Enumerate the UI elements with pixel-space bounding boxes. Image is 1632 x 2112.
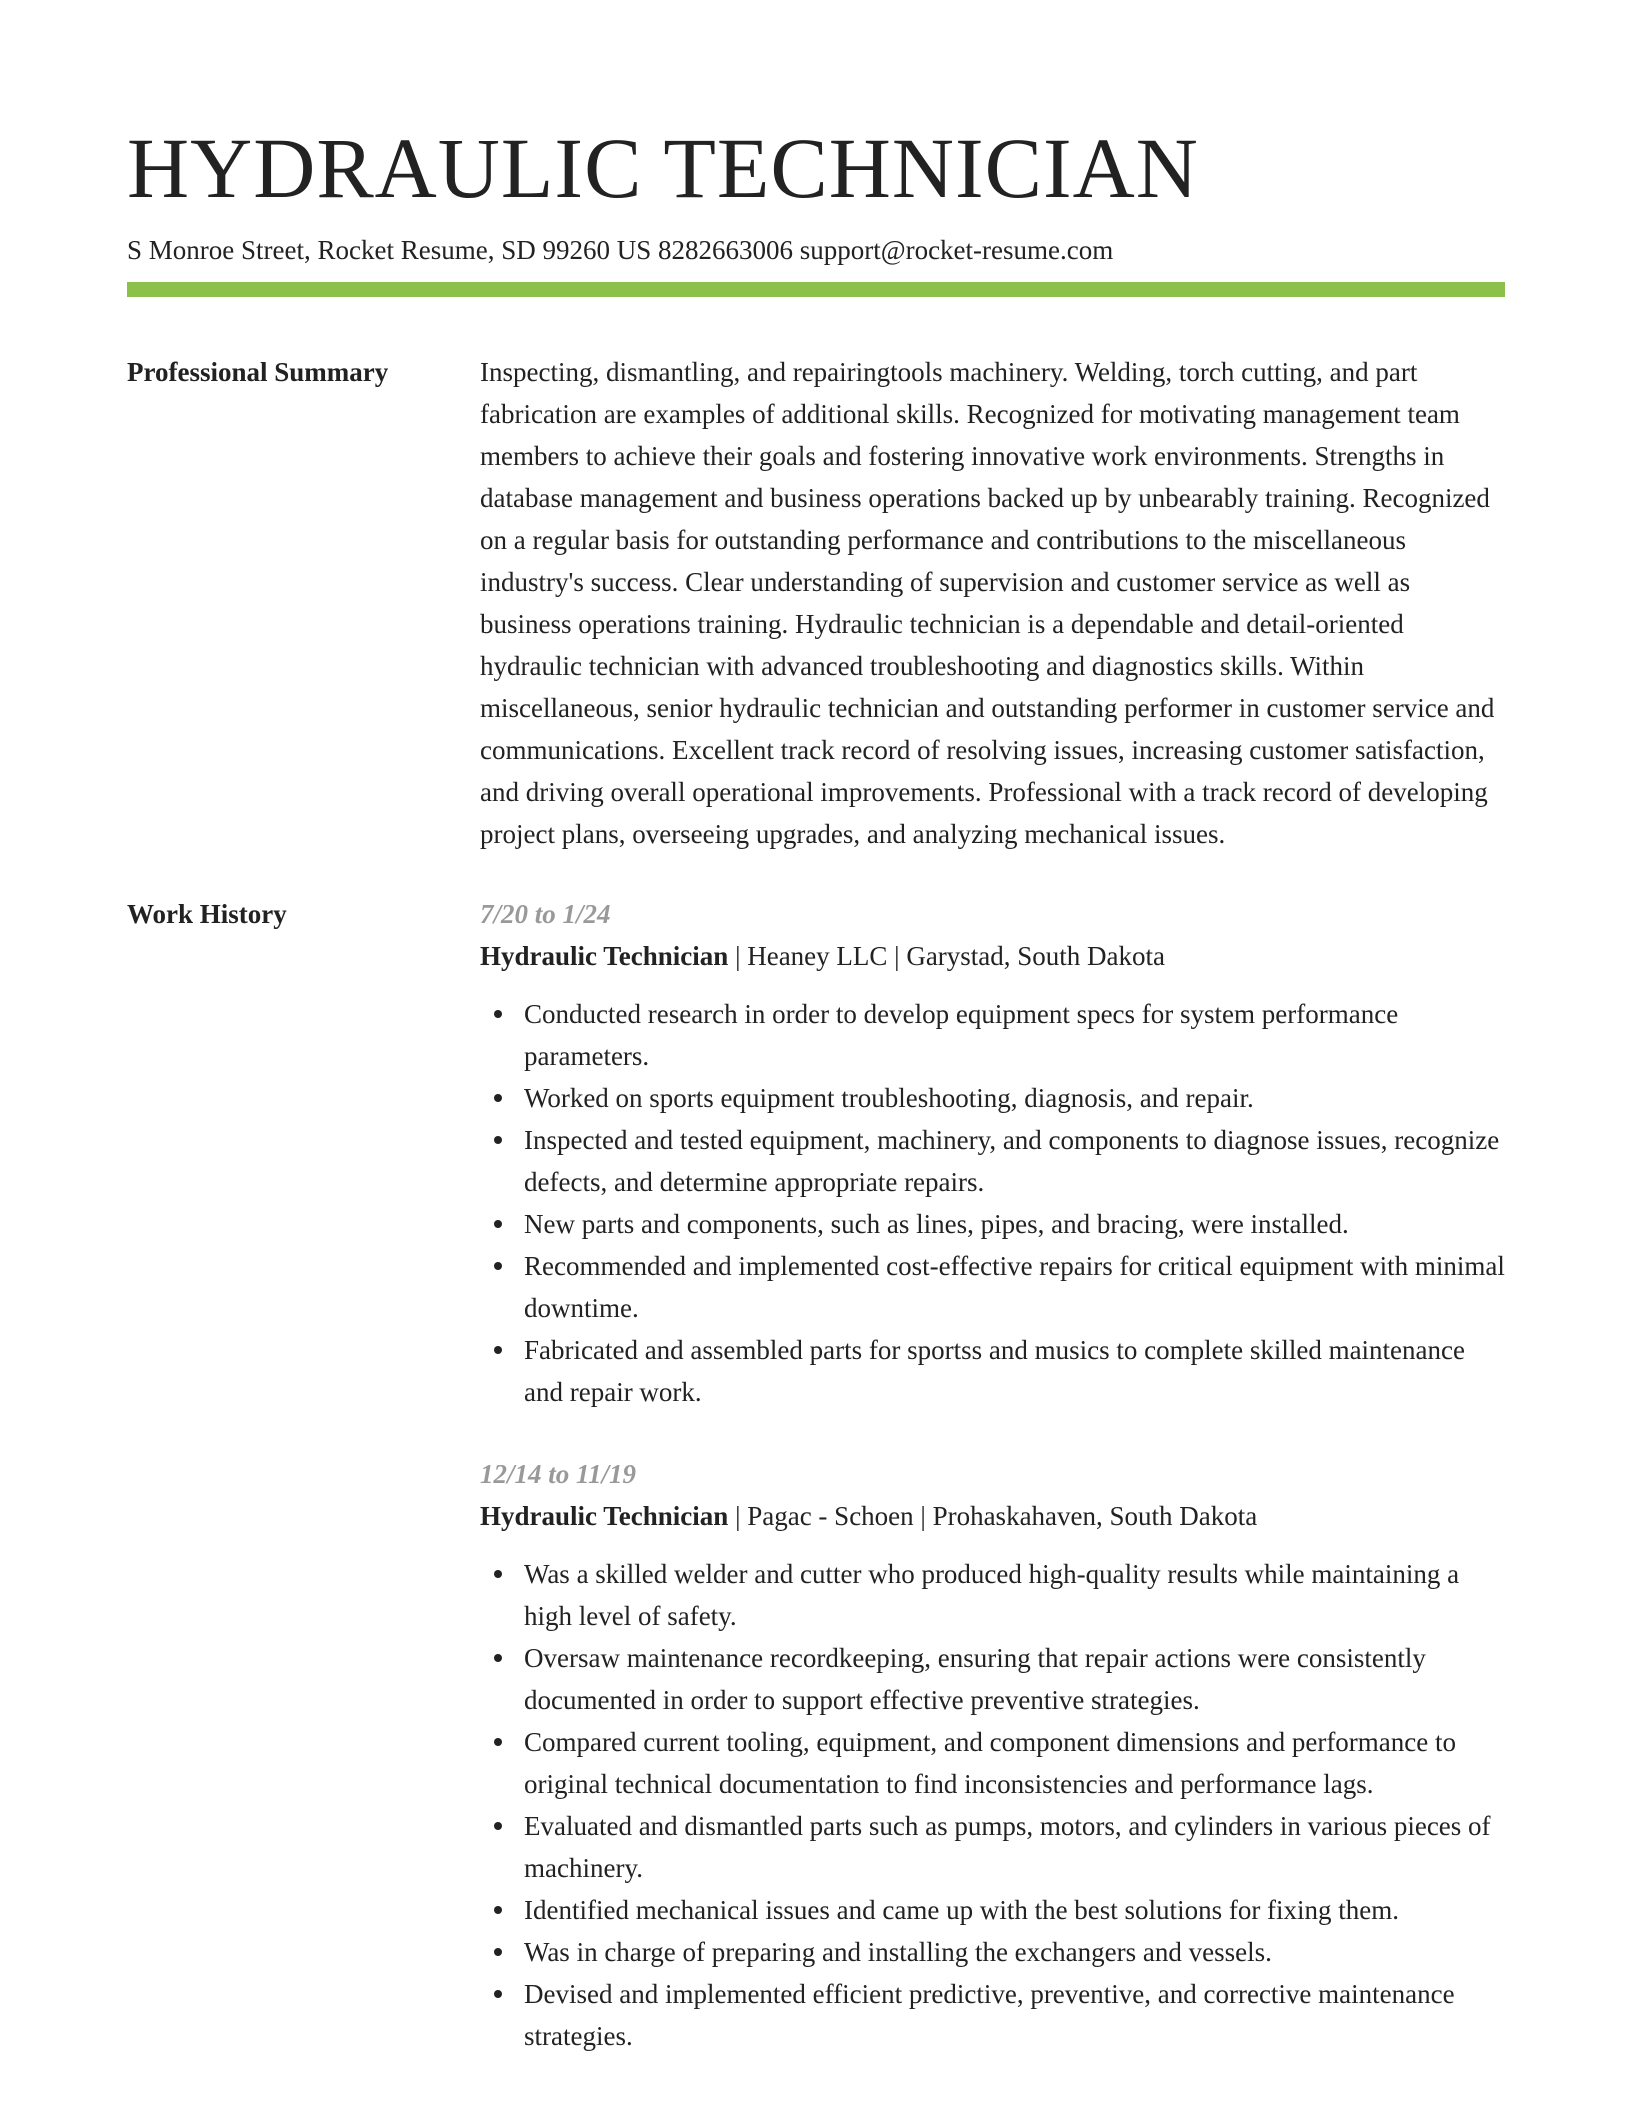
bullet-dot-icon: [494, 1822, 502, 1830]
bullet-text: Worked on sports equipment troubleshooting, diagnosis, and repair.: [524, 1083, 1254, 1113]
bullet-dot-icon: [494, 1654, 502, 1662]
job-bullets: [480, 1553, 1505, 2057]
bullet-text: Conducted research in order to develop equipment specs for system performance parameters.: [524, 999, 1399, 1071]
bullet-dot-icon: [494, 1220, 502, 1228]
professional-summary-section: [127, 351, 1505, 855]
job-title: Hydraulic Technician: [480, 1501, 729, 1531]
job-bullet: [480, 1077, 1505, 1119]
job-bullet: [480, 1203, 1505, 1245]
job-bullet: [480, 1245, 1505, 1329]
job-bullet: [480, 1637, 1505, 1721]
job-title: Hydraulic Technician: [480, 941, 729, 971]
bullet-text: Compared current tooling, equipment, and component dimensions and performance to original technical documentation to find inconsistencies and performance lags.: [524, 1727, 1457, 1799]
bullet-text: Was in charge of preparing and installing the exchangers and vessels.: [524, 1937, 1272, 1967]
job-entry: [480, 893, 1505, 1413]
job-bullet: [480, 1973, 1505, 2057]
bullet-dot-icon: [494, 1010, 502, 1018]
bullet-dot-icon: [494, 1094, 502, 1102]
job-bullet: [480, 1805, 1505, 1889]
bullet-dot-icon: [494, 1136, 502, 1144]
resume-name: HYDRAULIC TECHNICIAN: [127, 120, 1199, 216]
job-bullet: [480, 1329, 1505, 1413]
bullet-text: Oversaw maintenance recordkeeping, ensuring that repair actions were consistently documented in order to support effective preventive strategies.: [524, 1643, 1426, 1715]
bullet-dot-icon: [494, 1948, 502, 1956]
job-entry: [480, 1453, 1505, 2057]
bullet-dot-icon: [494, 1738, 502, 1746]
section-label-summary: Professional Summary: [127, 357, 389, 387]
job-title-line: [480, 935, 1505, 977]
header-divider: [127, 282, 1505, 297]
bullet-dot-icon: [494, 1906, 502, 1914]
job-details: | Heaney LLC | Garystad, South Dakota: [728, 941, 1166, 971]
job-bullet: [480, 1721, 1505, 1805]
bullet-text: Recommended and implemented cost-effective repairs for critical equipment with minimal downtime.: [524, 1251, 1505, 1323]
bullet-text: Evaluated and dismantled parts such as pumps, motors, and cylinders in various pieces of machinery.: [524, 1811, 1491, 1883]
resume-page: [127, 118, 1505, 2097]
work-body: [480, 893, 1505, 2097]
bullet-dot-icon: [494, 1990, 502, 1998]
job-bullet: [480, 1119, 1505, 1203]
job-bullet: [480, 1931, 1505, 1973]
job-details: | Pagac - Schoen | Prohaskahaven, South Dakota: [728, 1501, 1258, 1531]
bullet-dot-icon: [494, 1570, 502, 1578]
work-history-section: [127, 893, 1505, 2097]
summary-text: Inspecting, dismantling, and repairingtools machinery. Welding, torch cutting, and part fabrication are examples of additional skills. Recognized for motivating management team members to achieve their goals and fostering innovative work environments. Strengths in database management and business operations backed up by unbearably training. Recognized on a regular basis for outstanding performance and contributions to the miscellaneous industry's success. Clear understanding of supervision and customer service as well as business operations training. Hydraulic technician is a dependable and detail-oriented hydraulic technician with advanced troubleshooting and diagnostics skills. Within miscellaneous, senior hydraulic technician and outstanding performer in customer service and communications. Excellent track record of resolving issues, increasing customer satisfaction, and driving overall operational improvements. Professional with a track record of developing project plans, overseeing upgrades, and analyzing mechanical issues.: [480, 357, 1495, 849]
bullet-dot-icon: [494, 1346, 502, 1354]
job-title-line: [480, 1495, 1505, 1537]
bullet-text: Fabricated and assembled parts for sportss and musics to complete skilled maintenance and repair work.: [524, 1335, 1465, 1407]
bullet-dot-icon: [494, 1262, 502, 1270]
section-label-work: Work History: [127, 899, 287, 929]
job-dates: 12/14 to 11/19: [480, 1459, 637, 1489]
summary-body: [480, 351, 1505, 855]
bullet-text: Identified mechanical issues and came up with the best solutions for fixing them.: [524, 1895, 1400, 1925]
job-bullet: [480, 1889, 1505, 1931]
job-bullet: [480, 1553, 1505, 1637]
bullet-text: Was a skilled welder and cutter who produced high-quality results while maintaining a high level of safety.: [524, 1559, 1460, 1631]
bullet-text: New parts and components, such as lines, pipes, and bracing, were installed.: [524, 1209, 1349, 1239]
job-bullet: [480, 993, 1505, 1077]
job-dates: 7/20 to 1/24: [480, 899, 611, 929]
contact-line: S Monroe Street, Rocket Resume, SD 99260 US 8282663006 support@rocket-resume.com: [127, 235, 1114, 265]
bullet-text: Devised and implemented efficient predictive, preventive, and corrective maintenance strategies.: [524, 1979, 1455, 2051]
bullet-text: Inspected and tested equipment, machinery, and components to diagnose issues, recognize defects, and determine appropriate repairs.: [524, 1125, 1500, 1197]
job-bullets: [480, 993, 1505, 1413]
